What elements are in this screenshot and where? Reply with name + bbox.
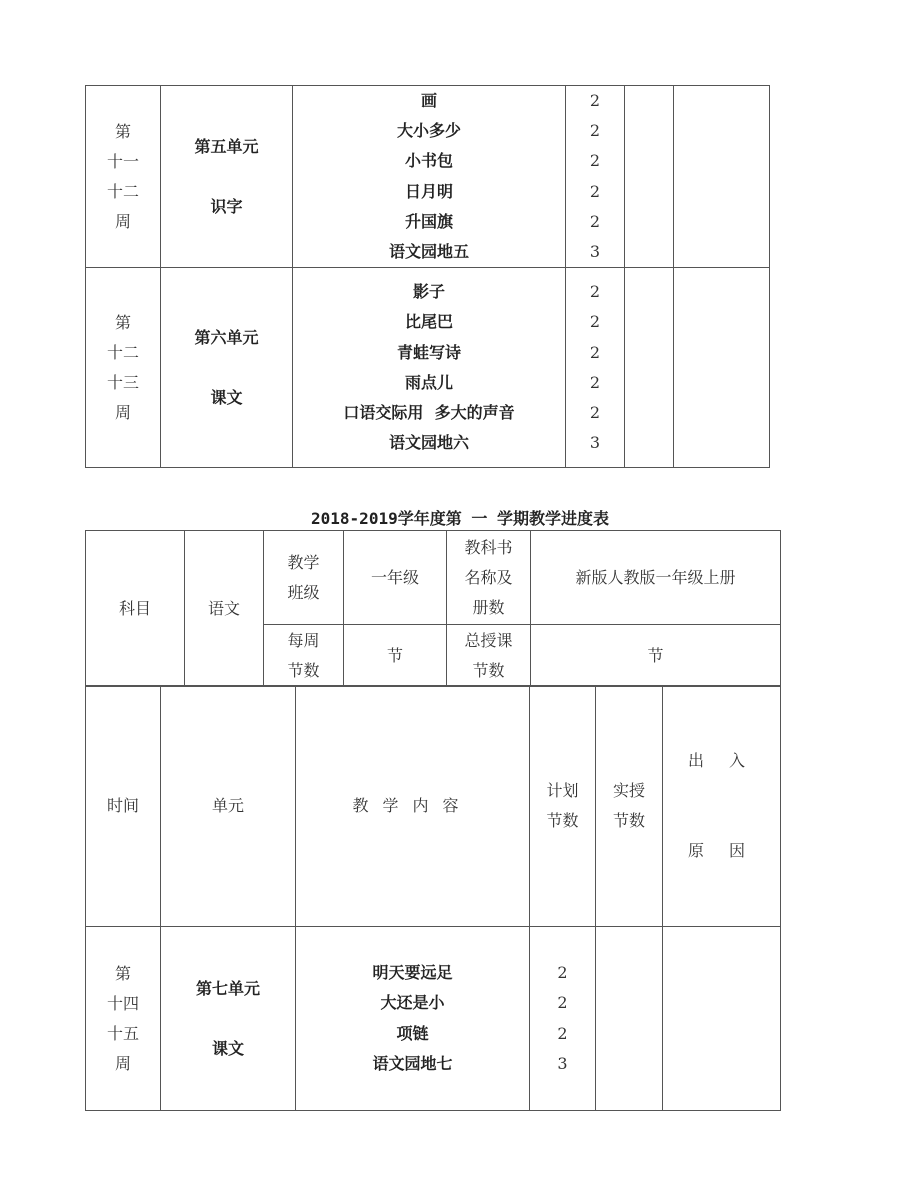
label-line: 教学 [287,552,320,572]
hours-item: 2 [589,121,601,141]
lesson-item: 语文园地七 [372,1053,453,1073]
lower-schedule-table [85,685,781,1111]
actual-hours-cell [625,86,674,268]
table-row [86,268,770,468]
week-line: 周 [114,211,131,231]
hours-item: 3 [589,433,601,453]
table-row [86,86,770,268]
total-value: 节 [531,625,781,687]
lesson-item: 大还是小 [380,993,445,1013]
unit-cell [161,927,296,1111]
lesson-item: 小书包 [404,151,453,171]
lesson-item: 大小多少 [396,121,461,141]
table-row [86,531,781,625]
label-line: 总授课 [464,630,513,650]
label-line: 节数 [472,660,505,680]
week-line: 十四 [106,993,139,1013]
week-line: 第 [114,312,131,332]
weekly-label [264,625,344,687]
lesson-item: 升国旗 [404,211,453,231]
time-header: 时间 [86,686,161,927]
week-line: 第 [114,121,131,141]
week-line: 十二 [106,181,139,201]
header-line: 节数 [546,811,579,830]
table-row [86,927,781,1111]
lesson-item: 项链 [396,1023,429,1043]
week-line: 十三 [106,372,139,392]
week-line: 周 [114,1053,131,1073]
lesson-item: 日月明 [404,181,453,201]
header-row [86,686,781,927]
lesson-item: 影子 [412,282,445,302]
book-value: 新版人教版一年级上册 [531,531,781,625]
book-label [447,531,531,625]
subject-value: 语文 [185,531,264,687]
lesson-item: 画 [420,91,437,110]
actual-hours-cell [596,927,663,1111]
label-line: 班级 [287,582,320,602]
header-line: 原 因 [687,841,756,860]
label-line: 节数 [287,660,320,680]
header-line: 实授 [612,781,645,800]
lesson-item: 雨点儿 [404,372,453,392]
upper-schedule-table [85,85,770,468]
lesson-item: 比尾巴 [404,312,453,332]
unit-type: 识字 [210,196,243,216]
reason-cell [674,268,770,468]
hours-item: 2 [589,342,601,362]
week-line: 第 [114,963,131,983]
week-line: 十五 [106,1023,139,1043]
week-cell [86,86,161,268]
hours-item: 2 [589,151,601,171]
week-cell [86,268,161,468]
hours-item: 2 [589,91,601,110]
class-label [264,531,344,625]
week-line: 十一 [106,151,139,171]
hours-cell [530,927,596,1111]
label-line: 每周 [287,630,320,650]
hours-item: 3 [557,1053,568,1073]
actual-hours-cell [625,268,674,468]
hours-item: 2 [557,993,568,1013]
hours-item: 2 [589,282,601,302]
weekly-value: 节 [344,625,447,687]
lessons-cell [296,927,530,1111]
hours-item: 2 [589,211,601,231]
total-label [447,625,531,687]
hours-item: 2 [589,402,601,422]
info-table [85,530,781,687]
reason-header [663,686,781,927]
unit-cell [161,268,293,468]
class-value: 一年级 [344,531,447,625]
lesson-item: 语文园地六 [388,433,469,453]
lessons-cell [293,86,566,268]
unit-header: 单元 [161,686,296,927]
lesson-item: 口语交际用 多大的声音 [343,402,515,422]
label-line: 教科书 [464,537,513,557]
week-line: 十二 [106,342,139,362]
lesson-item: 明天要远足 [372,963,453,983]
page-title: 2018-2019学年度第 一 学期教学进度表 [311,509,609,528]
hours-cell [566,86,625,268]
unit-name: 第七单元 [195,978,260,998]
week-cell [86,927,161,1111]
header-line: 计划 [546,781,579,800]
hours-item: 2 [589,372,601,392]
reason-cell [674,86,770,268]
unit-type: 课文 [211,1038,244,1058]
hours-item: 2 [589,181,601,201]
unit-name: 第六单元 [194,327,259,347]
planned-header [530,686,596,927]
unit-type: 课文 [210,387,243,407]
hours-cell [566,268,625,468]
lessons-cell [293,268,566,468]
hours-item: 2 [557,1023,568,1043]
header-line: 出 入 [687,751,756,770]
lesson-item: 语文园地五 [388,242,469,262]
label-line: 册数 [472,597,505,617]
week-line: 周 [114,402,131,422]
subject-label: 科目 [86,531,185,687]
label-line: 名称及 [464,567,513,587]
hours-item: 3 [589,242,601,262]
unit-name: 第五单元 [194,136,259,156]
hours-item: 2 [589,312,601,332]
actual-header [596,686,663,927]
hours-item: 2 [557,963,568,983]
content-header: 教学内容 [296,686,530,927]
reason-cell [663,927,781,1111]
unit-cell [161,86,293,268]
lesson-item: 青蛙写诗 [396,342,461,362]
header-line: 节数 [612,811,645,830]
